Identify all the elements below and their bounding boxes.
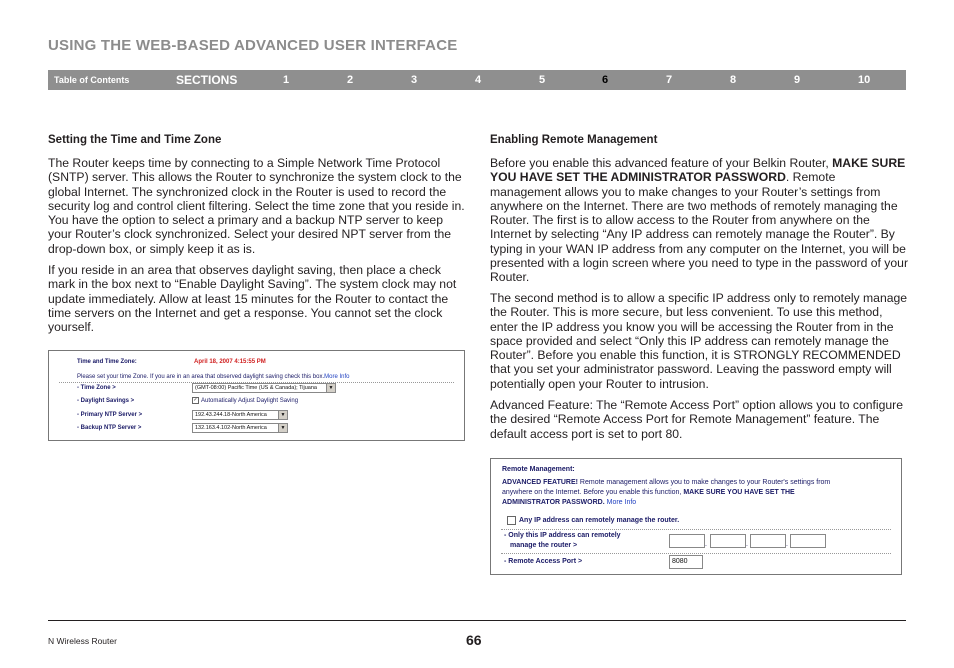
page-number: 66 bbox=[466, 632, 482, 648]
nav-section-8[interactable]: 8 bbox=[730, 74, 737, 86]
backup-ntp-select[interactable]: 132.163.4.102-North America ▼ bbox=[192, 423, 288, 433]
remote-paragraph-1: Before you enable this advanced feature of your Belkin Router, MAKE SURE YOU HAVE SET THE ADMINISTRATOR PASSWORD. Remote management allows you to make changes to your Router’s settings from anywhere on the Internet. There are two methods of remotely managing the Router. The first is to allow access to the Router from anywhere on the Internet by selecting “Any IP address can remotely manage the Router”. By typing in your WAN IP address from any computer on the Internet, you will be presented with a login screen where you need to type in the password of your Router. bbox=[490, 156, 909, 285]
footer-divider bbox=[48, 620, 906, 621]
nav-section-7[interactable]: 7 bbox=[666, 74, 673, 86]
ip-dot: . bbox=[746, 541, 748, 548]
current-datetime: April 18, 2007 4:15:55 PM bbox=[194, 359, 266, 365]
nav-section-3[interactable]: 3 bbox=[411, 74, 418, 86]
remote-management-heading: Enabling Remote Management bbox=[490, 134, 658, 146]
advanced-feature-line-1: ADVANCED FEATURE! Remote management allows you to make changes to your Router's settings from bbox=[502, 479, 831, 486]
divider bbox=[501, 553, 891, 554]
time-zone-instruction: Please set your time Zone. If you are in an area that observed daylight saving check this box.More Info bbox=[77, 374, 350, 380]
primary-ntp-select[interactable]: 192.43.244.18-North America ▼ bbox=[192, 410, 288, 420]
ip-dot: . bbox=[705, 541, 707, 548]
nav-sections-label: SECTIONS bbox=[176, 73, 238, 87]
more-info-link[interactable]: More Info bbox=[324, 374, 350, 380]
time-zone-paragraph-1: The Router keeps time by connecting to a Simple Network Time Protocol (SNTP) server. This allows the Router to synchronize the system clock to the global Internet. The synchronized clock in the Router is used to record the security log and control client filtering. Select the time zone that you reside in. You have the option to select a primary and a backup NTP server to keep your Router’s clock synchronized. Select your desired NPT server from the drop-down box, or simply keep it as is. bbox=[48, 156, 465, 256]
only-ip-label-2: manage the router > bbox=[510, 542, 578, 549]
remote-paragraph-3: Advanced Feature: The “Remote Access Port” option allows you to configure the desired “Remote Access Port for Remote Management” feature. The default access port is set to port 80. bbox=[490, 398, 904, 441]
nav-section-5[interactable]: 5 bbox=[539, 74, 546, 86]
divider bbox=[501, 529, 891, 530]
nav-section-4[interactable]: 4 bbox=[475, 74, 482, 86]
daylight-savings-checkbox[interactable]: ✓ bbox=[193, 397, 198, 403]
chevron-down-icon: ▼ bbox=[326, 384, 335, 392]
primary-ntp-label: - Primary NTP Server > bbox=[77, 412, 143, 418]
remote-management-screenshot bbox=[490, 458, 902, 575]
remote-paragraph-2: The second method is to allow a specific IP address only to remotely manage the Router. This is more secure, but less convenient. To use this method, enter the IP address you know you will be accessing the Router from in the space provided and select “Only this IP address can remotely manage the Router”. Before you enable this function, it is STRONGLY RECOMMENDED that you set your administrator password. Leaving the password empty will potentially open your Router to intrusion. bbox=[490, 291, 908, 391]
page-header-title: USING THE WEB-BASED ADVANCED USER INTERFACE bbox=[48, 37, 458, 54]
nav-section-1[interactable]: 1 bbox=[283, 74, 290, 86]
advanced-feature-line-2: anywhere on the Internet. Before you enable this function, MAKE SURE YOU HAVE SET THE bbox=[502, 489, 795, 496]
nav-section-10[interactable]: 10 bbox=[858, 74, 871, 86]
time-zone-title: Time and Time Zone: bbox=[77, 359, 137, 365]
time-zone-select[interactable]: (GMT-08:00) Pacific Time (US & Canada); Tijuana ▼ bbox=[192, 383, 336, 393]
chevron-down-icon: ▼ bbox=[278, 424, 287, 432]
daylight-savings-text: Automatically Adjust Daylight Saving bbox=[201, 398, 299, 404]
time-zone-screenshot bbox=[48, 350, 465, 441]
remote-more-info-link[interactable]: More Info bbox=[604, 499, 637, 506]
advanced-feature-line-3: ADMINISTRATOR PASSWORD. More Info bbox=[502, 499, 637, 506]
ip-dot: . bbox=[786, 541, 788, 548]
time-zone-label: - Time Zone > bbox=[77, 385, 116, 391]
nav-table-of-contents[interactable]: Table of Contents bbox=[54, 75, 130, 85]
remote-access-port-label: - Remote Access Port > bbox=[504, 558, 583, 565]
time-zone-paragraph-2: If you reside in an area that observes daylight saving, then place a check mark in the box next to “Enable Daylight Saving”. The system clock may not update immediately. Allow at least 15 minutes for the Router to contact the time servers on the Internet and get a response. You cannot set the clock yourself. bbox=[48, 263, 457, 335]
any-ip-checkbox[interactable] bbox=[507, 516, 516, 525]
remote-management-title: Remote Management: bbox=[502, 466, 575, 473]
ip-octet-3-input[interactable] bbox=[750, 534, 786, 548]
chevron-down-icon: ▼ bbox=[278, 411, 287, 419]
time-zone-heading: Setting the Time and Time Zone bbox=[48, 134, 222, 146]
section-nav-bar bbox=[48, 70, 906, 90]
nav-section-6[interactable]: 6 bbox=[602, 74, 609, 86]
remote-access-port-input[interactable]: 8080 bbox=[669, 555, 703, 569]
footer-product-name: N Wireless Router bbox=[48, 636, 117, 646]
ip-octet-2-input[interactable] bbox=[710, 534, 746, 548]
ip-octet-1-input[interactable] bbox=[669, 534, 705, 548]
nav-section-9[interactable]: 9 bbox=[794, 74, 801, 86]
only-ip-label-1: - Only this IP address can remotely bbox=[504, 532, 621, 539]
nav-section-2[interactable]: 2 bbox=[347, 74, 354, 86]
ip-octet-4-input[interactable] bbox=[790, 534, 826, 548]
backup-ntp-label: - Backup NTP Server > bbox=[77, 425, 142, 431]
any-ip-label: Any IP address can remotely manage the router. bbox=[519, 517, 680, 524]
daylight-savings-label: - Daylight Savings > bbox=[77, 398, 135, 404]
